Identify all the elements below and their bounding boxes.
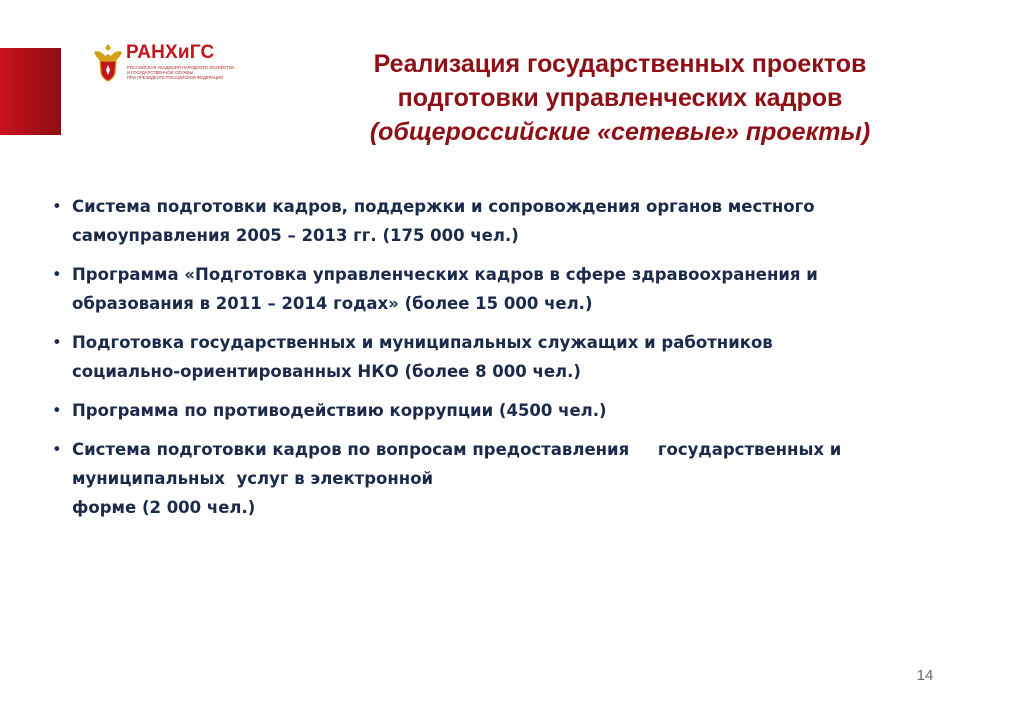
title-line-1: Реализация государственных проектов [373,50,867,78]
list-item-text: самоуправления 2005 – 2013 гг. (175 000 чел.) [72,226,519,245]
list-item-text: Подготовка государственных и муниципальных служащих и работников [72,333,773,352]
page-number: 14 [916,667,934,684]
list-item-text: Программа «Подготовка управленческих кадров в сфере здравоохранения и [72,265,818,284]
bullet-icon: • [52,401,62,420]
slide-title [280,47,960,149]
list-item [52,192,992,250]
bullet-icon: • [52,333,62,352]
logo-subtitle-line: РОССИЙСКАЯ АКАДЕМИЯ НАРОДНОГО ХОЗЯЙСТВА [127,65,235,70]
list-item [52,435,992,522]
logo-subtitle [127,65,235,80]
list-item-text: социально-ориентированных НКО (более 8 000 чел.) [72,362,581,381]
logo-name: РАНХиГС [126,42,215,63]
eagle-emblem-icon [92,42,124,82]
list-item [52,396,992,425]
list-item-text: Система подготовки кадров по вопросам предоставления государственных и [72,440,842,459]
logo-subtitle-line: ПРИ ПРЕЗИДЕНТЕ РОССИЙСКОЙ ФЕДЕРАЦИИ [127,75,224,80]
bullet-icon: • [52,197,62,216]
list-item [52,260,992,318]
list-item [52,328,992,386]
list-item-text: Система подготовки кадров, поддержки и сопровождения органов местного [72,197,815,216]
list-item-text: форме (2 000 чел.) [72,498,256,517]
accent-bar [0,48,61,135]
list-item-text: образования в 2011 – 2014 годах» (более 15 000 чел.) [72,294,593,313]
project-list [52,192,992,532]
bullet-icon: • [52,440,62,459]
logo-subtitle-line: И ГОСУДАРСТВЕННОЙ СЛУЖБЫ [127,70,194,75]
list-item-text: Программа по противодействию коррупции (4500 чел.) [72,401,607,420]
list-item-text: муниципальных услуг в электронной [72,469,434,488]
slide-subtitle: (общероссийские «сетевые» проекты) [369,118,871,146]
logo [92,42,235,82]
bullet-icon: • [52,265,62,284]
title-line-2: подготовки управленческих кадров [397,84,843,112]
